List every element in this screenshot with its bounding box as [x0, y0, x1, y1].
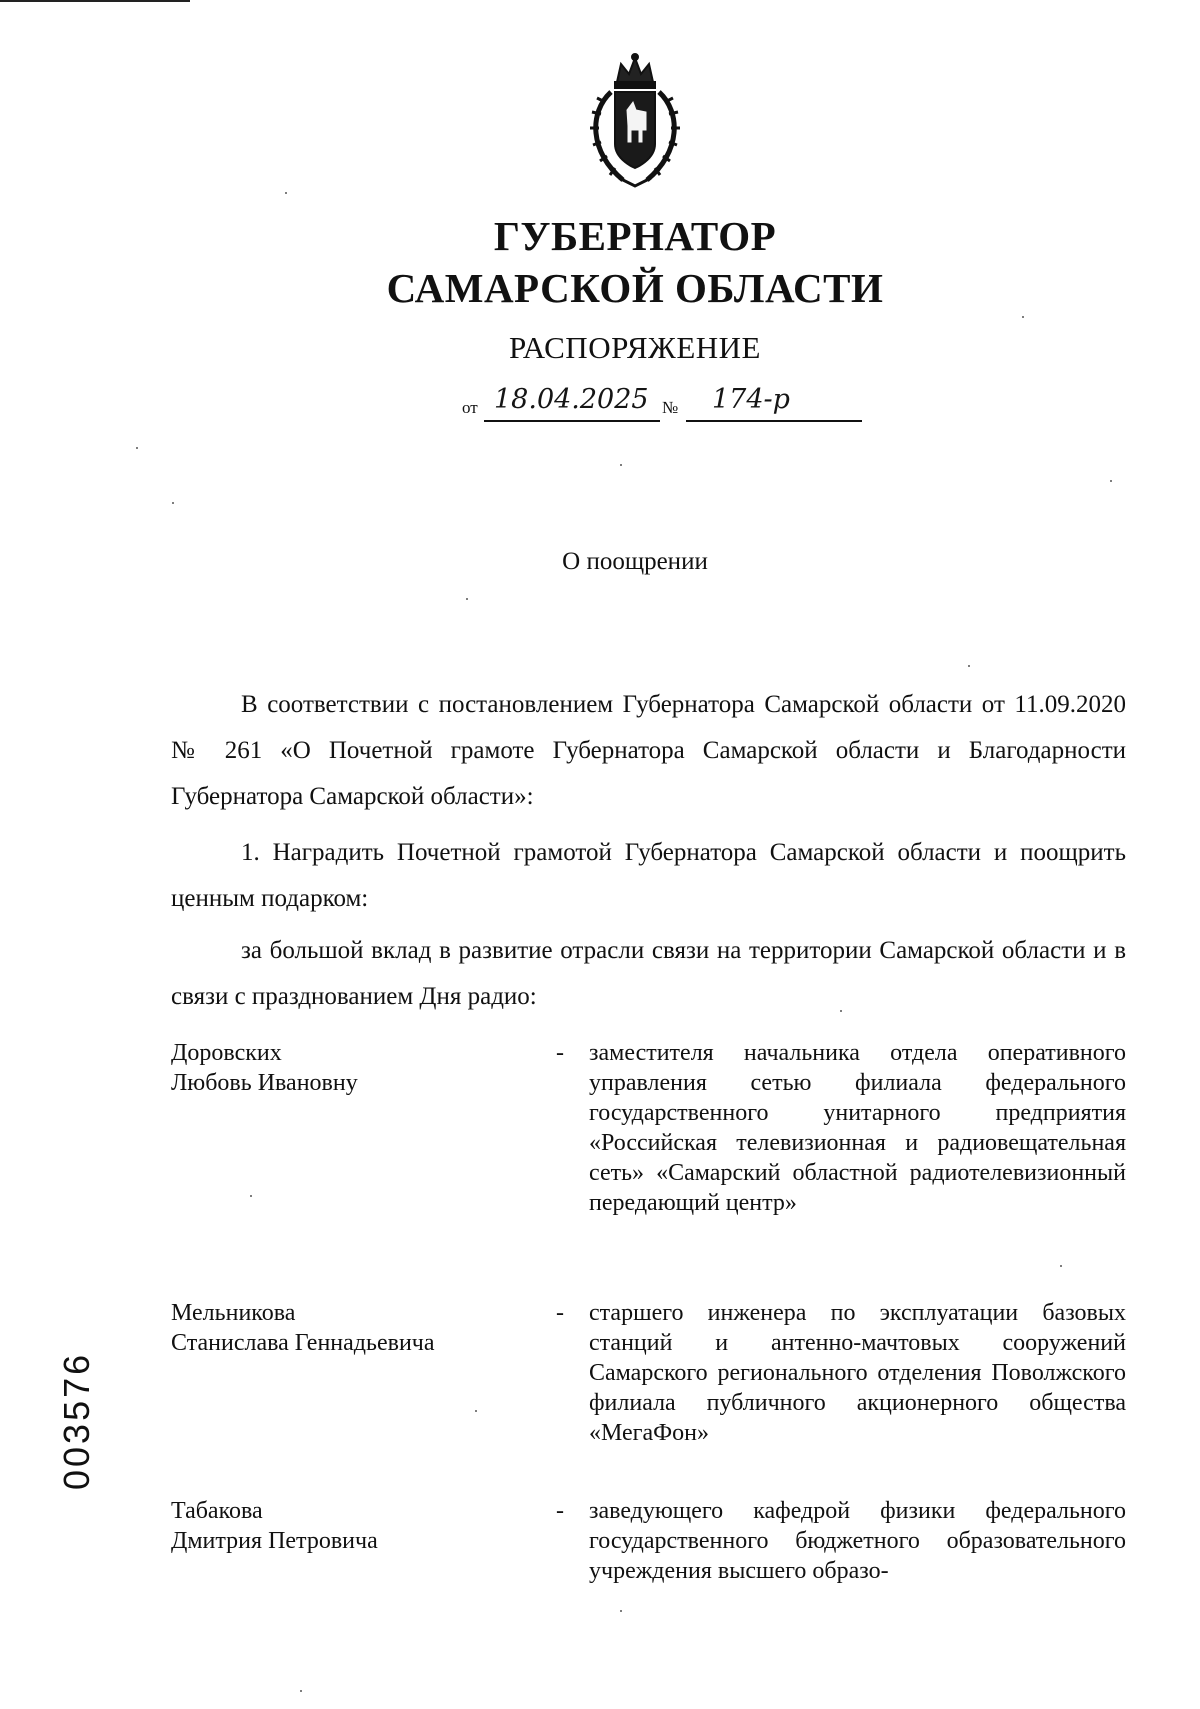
item-1-paragraph: 1. Наградить Почетной грамотой Губернатора Самарской области и поощрить ценным подарком:: [171, 839, 1126, 912]
scan-speck: [285, 192, 287, 194]
awardee-dash: -: [556, 1300, 564, 1326]
awardee-given-names: Дмитрия Петровича: [171, 1528, 378, 1554]
awardee-dash: -: [556, 1040, 564, 1066]
awardee-row: [171, 1496, 1126, 1596]
scan-speck: [620, 1610, 622, 1612]
number-label: №: [662, 398, 679, 417]
awardee-position: заведующего кафедрой физики федерального государственного бюджетного образовательного учреждения высшего образо-: [589, 1498, 1126, 1584]
document-type: РАСПОРЯЖЕНИЕ: [509, 330, 761, 365]
scan-speck: [172, 502, 174, 504]
awardee-position: старшего инженера по эксплуатации базовых станций и антенно-мачтовых сооружений Самарского регионального отделения Поволжского филиала публичного акционерного общества «МегаФон»: [589, 1300, 1126, 1446]
awardee-surname: Табакова: [171, 1498, 263, 1524]
number-underline: [686, 420, 862, 422]
awardee-row: [171, 1038, 1126, 1258]
org-title-line2: САМАРСКОЙ ОБЛАСТИ: [386, 265, 884, 311]
scan-speck: [300, 1690, 302, 1692]
reason-paragraph: за большой вклад в развитие отрасли связи на территории Самарской области и в связи с празднованием Дня радио:: [171, 937, 1126, 1010]
form-serial-number: 003576: [56, 1351, 97, 1490]
scan-speck: [466, 598, 468, 600]
scan-speck: [840, 1010, 842, 1012]
awardee-name: [171, 1038, 531, 1098]
awardee-given-names: Любовь Ивановну: [171, 1070, 358, 1096]
awardee-surname: Доровских: [171, 1040, 282, 1066]
handwritten-date: 18.04.2025: [494, 384, 649, 415]
scan-speck: [968, 665, 970, 667]
samara-coat-of-arms-emblem: [583, 52, 687, 192]
awardee-dash: -: [556, 1498, 564, 1524]
subject-line: О поощрении: [562, 548, 708, 575]
org-title-line1: ГУБЕРНАТОР: [493, 213, 777, 259]
scan-speck: [1060, 1265, 1062, 1267]
awardee-name: [171, 1496, 531, 1556]
scan-speck: [475, 1410, 477, 1412]
awardee-name: [171, 1298, 531, 1358]
date-number-line: [462, 386, 862, 422]
handwritten-number: 174-р: [712, 384, 790, 415]
awardee-position: заместителя начальника отдела оперативного управления сетью филиала федерального государственного унитарного предприятия «Российская телевизионная и радиовещательная сеть» «Самарский областной радиотелевизионный передающий центр»: [589, 1040, 1126, 1216]
scan-speck: [136, 447, 138, 449]
scan-speck: [620, 464, 622, 466]
scan-edge-line: [0, 0, 190, 2]
awardee-surname: Мельникова: [171, 1300, 296, 1326]
awardee-given-names: Станислава Геннадьевича: [171, 1330, 435, 1356]
awardee-row: [171, 1298, 1126, 1458]
scan-speck: [1110, 480, 1112, 482]
date-underline: [484, 420, 660, 422]
scan-speck: [250, 1195, 252, 1197]
scan-speck: [1022, 316, 1024, 318]
date-prefix: от: [462, 398, 478, 417]
preamble-paragraph: В соответствии с постановлением Губернатора Самарской области от 11.09.2020 № 261 «О Почетной грамоте Губернатора Самарской области и Благодарности Губернатора Самарской области»:: [171, 691, 1126, 810]
